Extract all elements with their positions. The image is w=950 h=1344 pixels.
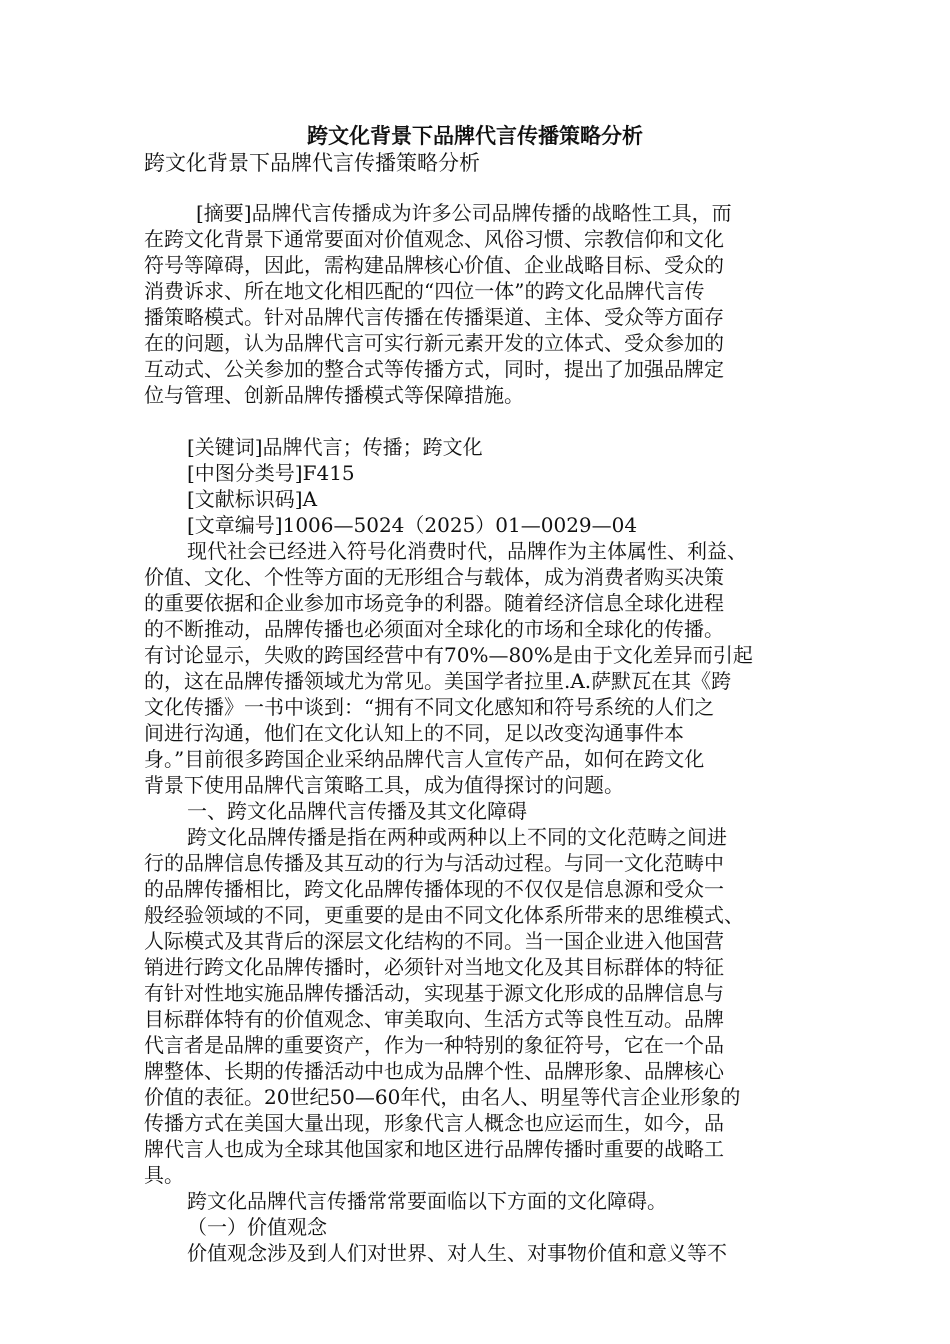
body-line: 牌代言人也成为全球其他国家和地区进行品牌传播时重要的战略工: [144, 1137, 724, 1161]
body-line: 有讨论显示，失败的跨国经营中有70%—80%是由于文化差异而引起: [144, 643, 753, 667]
abstract-line: 符号等障碍，因此，需构建品牌核心价值、企业战略目标、受众的: [144, 253, 724, 277]
document-subtitle: 跨文化背景下品牌代言传播策略分析: [144, 151, 480, 175]
body-line: 间进行沟通，他们在文化认知上的不同，足以改变沟通事件本: [144, 721, 684, 745]
body-line: 跨文化品牌代言传播常常要面临以下方面的文化障碍。: [187, 1189, 667, 1213]
abstract-line: 消费诉求、所在地文化相匹配的“四位一体”的跨文化品牌代言传: [144, 279, 705, 303]
body-line: 销进行跨文化品牌传播时，必须针对当地文化及其目标群体的特征: [144, 955, 724, 979]
body-line: 背景下使用品牌代言策略工具，成为值得探讨的问题。: [144, 773, 624, 797]
body-line: 人际模式及其背后的深层文化结构的不同。当一国企业进入他国营: [144, 929, 724, 953]
abstract-line: 互动式、公关参加的整合式等传播方式，同时，提出了加强品牌定: [144, 357, 724, 381]
abstract-line: 播策略模式。针对品牌代言传播在传播渠道、主体、受众等方面存: [144, 305, 724, 329]
body-line: 的重要依据和企业参加市场竞争的利器。随着经济信息全球化进程: [144, 591, 724, 615]
body-line: 代言者是品牌的重要资产，作为一种特别的象征符号，它在一个品: [144, 1033, 724, 1057]
abstract-line: 在跨文化背景下通常要面对价值观念、风俗习惯、宗教信仰和文化: [144, 227, 724, 251]
body-line: 跨文化品牌传播是指在两种或两种以上不同的文化范畴之间进: [187, 825, 727, 849]
body-line: 传播方式在美国大量出现，形象代言人概念也应运而生，如今，品: [144, 1111, 724, 1135]
body-line: 具。: [144, 1163, 184, 1187]
document-code-line: [文献标识码]A: [187, 487, 318, 511]
article-number-line: [文章编号]1006—5024（2025）01—0029—04: [187, 513, 638, 537]
body-line: 文化传播》一书中谈到：“拥有不同文化感知和符号系统的人们之: [144, 695, 715, 719]
subsection-heading: （一）价值观念: [187, 1215, 327, 1239]
body-line: 价值、文化、个性等方面的无形组合与载体，成为消费者购买决策: [144, 565, 724, 589]
body-line: 目标群体特有的价值观念、审美取向、生活方式等良性互动。品牌: [144, 1007, 724, 1031]
body-line: 的不断推动，品牌传播也必须面对全球化的市场和全球化的传播。: [144, 617, 724, 641]
body-line: 行的品牌信息传播及其互动的行为与活动过程。与同一文化范畴中: [144, 851, 724, 875]
body-line: 现代社会已经进入符号化消费时代，品牌作为主体属性、利益、: [187, 539, 747, 563]
body-line: 价值的表征。20世纪50—60年代，由名人、明星等代言企业形象的: [144, 1085, 741, 1109]
keywords-line: [关键词]品牌代言；传播；跨文化: [187, 435, 483, 459]
body-line: 有针对性地实施品牌传播活动，实现基于源文化形成的品牌信息与: [144, 981, 724, 1005]
body-line: 般经验领域的不同，更重要的是由不同文化体系所带来的思维模式、: [144, 903, 744, 927]
body-line: 的，这在品牌传播领域尤为常见。美国学者拉里.A.萨默瓦在其《跨: [144, 669, 732, 693]
document-title: 跨文化背景下品牌代言传播策略分析: [307, 123, 643, 148]
body-line: 价值观念涉及到人们对世界、对人生、对事物价值和意义等不: [187, 1241, 727, 1265]
section-heading: 一、跨文化品牌代言传播及其文化障碍: [187, 799, 527, 823]
abstract-line: [摘要]品牌代言传播成为许多公司品牌传播的战略性工具，而: [196, 201, 732, 225]
abstract-line: 在的问题，认为品牌代言可实行新元素开发的立体式、受众参加的: [144, 331, 724, 355]
body-line: 牌整体、长期的传播活动中也成为品牌个性、品牌形象、品牌核心: [144, 1059, 724, 1083]
body-line: 身。”目前很多跨国企业采纳品牌代言人宣传产品，如何在跨文化: [144, 747, 705, 771]
classification-line: [中图分类号]F415: [187, 461, 355, 485]
abstract-line: 位与管理、创新品牌传播模式等保障措施。: [144, 383, 524, 407]
body-line: 的品牌传播相比，跨文化品牌传播体现的不仅仅是信息源和受众一: [144, 877, 724, 901]
